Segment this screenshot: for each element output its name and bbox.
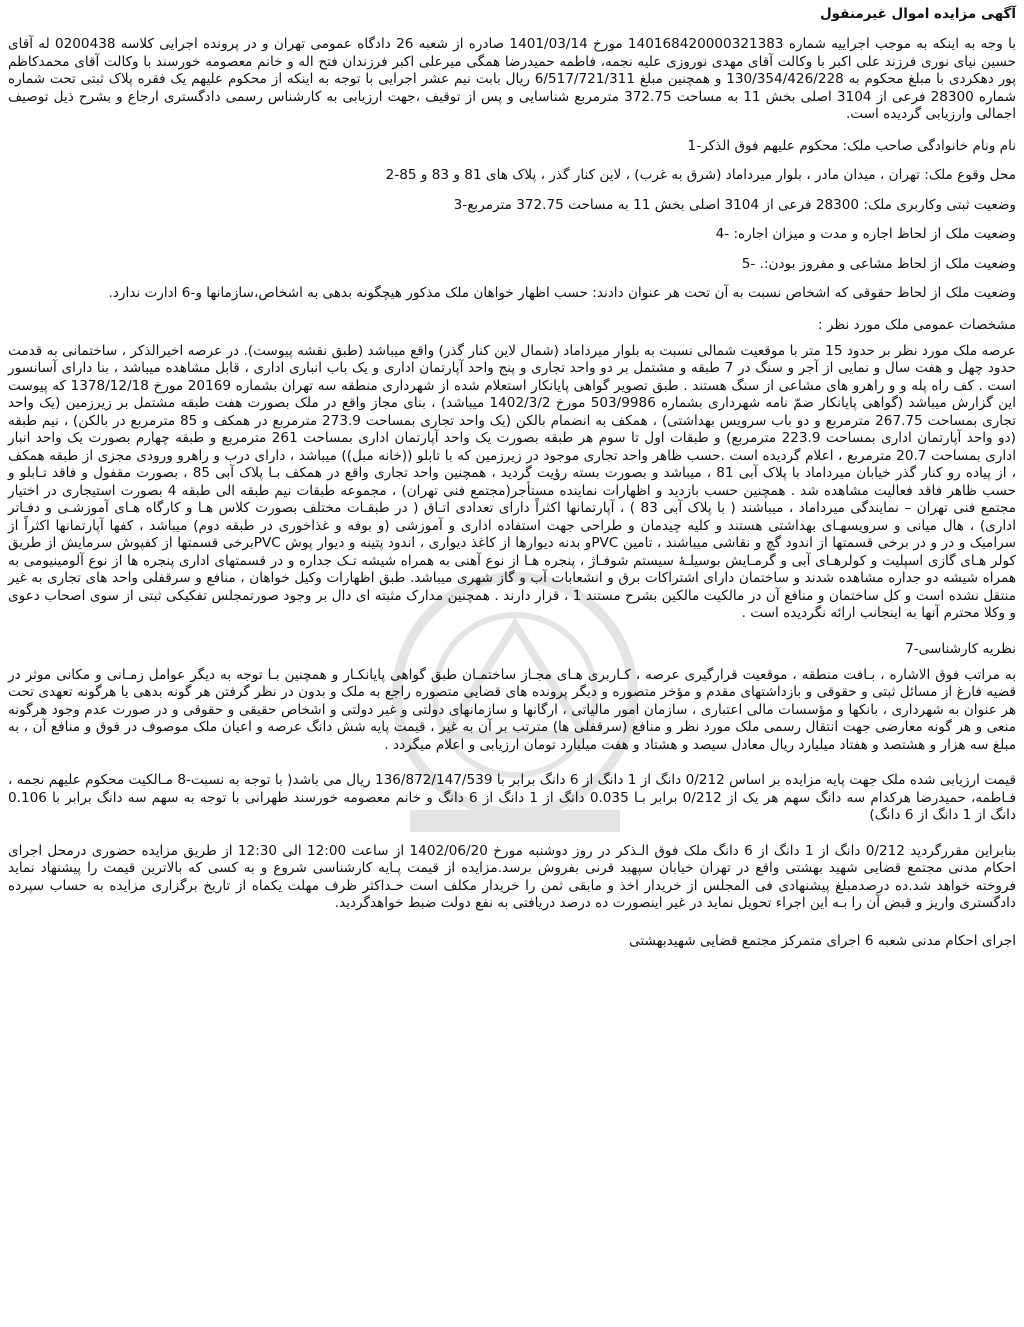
price-paragraph: قیمت ارزیابی شده ملک جهت پایه مزایده بر اساس 0/212 دانگ از 1 دانگ از 6 دانگ برابر با 136/872/147/539 ریال می باشد( با توجه به نسبت-8 مـالکیت محکوم علیهم نجمه ، فـاطمه، حمیدرضا هرکدام سه دانگ سهم هر یک از 0/212 برابر بـا 0.035 دانگ از 1 دانگ از 6 دانگ و خانم معصومه خورسند طهرانی با توجه به سهم سه دانگ برابر با 0.106 دانگ از 1 دانگ از 6 دانگ): [8, 772, 1017, 823]
item-location: محل وقوع ملک: تهران ، میدان مادر ، بلوار میرداماد (شرق به غرب) ، لاین کنار گذر ، پلاک های 81 و 83 و 85-2: [385, 167, 1016, 183]
notice-title: آگهی مزایده اموال غیرمنقول: [819, 6, 1016, 22]
item-registration-status: وضعیت ثبتی وکاربری ملک: 28300 فرعی از 3104 اصلی بخش 11 به مساحت 372.75 مترمربع-3: [453, 196, 1016, 213]
item-ownership-status: وضعیت ملک از لحاظ مشاعی و مفروز بودن:. -5: [741, 255, 1016, 272]
intro-paragraph: با وجه به اینکه به موجب اجراییه شماره 140168420000321383 مورخ 1401/03/14 صادره از شعبه 26 دادگاه عمومی تهران و در پرونده اجرایی کلاسه 0200438 له آقای حسین نیای نوری فرزند علی اکبر با وکالت آقای مهدی نوروزی علیه نجمه، فاطمه حمیدرضا همگی میرعلی اکبر فرزندان فتح اله و خانم معصومه خورسند با وکالت آقای محمدکاظم پور دهکردی با مبلغ محکوم به 130/354/426/228 و همچنین مبلغ 6/517/721/311 ریال بابت نیم عشر اجرایی با توجه به اینکه از محکوم علیهم یک فقره پلاک ثبتی تحت شماره شماره 28300 فرعی از 3104 اصلی بخش 11 به مساحت 372.75 مترمربع شناسایی و پس از توقیف ،جهت ارزیابی به کارشناس رسمی دادگستری ارجاع و بشرح ذیل توصیف اجمالی وارزیابی گردیده است.: [8, 36, 1017, 122]
expert-opinion-heading: نظریه کارشناسی-7: [905, 640, 1016, 657]
general-specs-paragraph: عرصه ملک مورد نظر بر حدود 15 متر با موقعیت شمالی نسبت به بلوار میرداماد (شمال لاین کنار گذر) واقع میباشد (طبق نقشه پیوست). در عرصه اخیرالذکر ، ساختمانی به قدمت حدود چهل و هفت سال و نمایی از آجر و سنگ در 7 طبقه و مشتمل بر دو واحد تجاری و پنج واحد آپارتمان اداری و یک باب انباری اداری ، قابل مشاهده میباشد ، بنا دارای آسانسور است . کف راه پله و و راهرو های مشاعی از سنگ هستند . طبق تصویر گواهی پایانکار استعلام شده از شهرداری منطقه سه تهران بشماره 20169 مورخ 1378/12/18 که پیوست این گزارش میباشد (گواهی پایانکار ضمّ نامه شهرداری بشماره 503/9986 مورخ 1402/3/2 میباشد) ، بنای مجاز واقع در ملک بصورت هفت طبقه مشتمل بر زیرزمین (یک واحد تجاری بمساحت 267.75 مترمربع و دو باب سرویس بهداشتی) ، همکف به انضمام بالکن (یک واحد تجاری بمساحت 273.9 مترمربع در همکف و 85 مترمربع در بالکن) ، نیم طبقه (دو واحد آپارتمان اداری بمساحت 223.9 مترمربع) و طبقات اول تا سوم هر طبقه بصورت یک واحد آپارتمان اداری بمساحت 261 مترمربع و طبقه چهارم بصورت یک واحد انبار اداری بمساحت 20.7 مترمربع ، اعلام گردیده است .حسب ظاهر واحد تجاری موجود در زیرزمین که با تابلو ((خانه مبل)) میباشد ، دارای درب و راهرو ورودی مجزی از طبقه همکف ، از پیاده رو کنار گذر خیابان میرداماد با پلاک آبی 81 ، میباشد و بصورت بسته رؤیت گردید ، همچنین واحد تجاری واقع در همکف بـا پلاک آبی 85 ، بصورت مقفول و فاقد تـابلو و حسب ظاهر فاقد فعالیت مشاهده شد . همچنین حسب بازدید و اظهارات نماینده مستأجر(مجتمع فنی تهران) ، مجموعه طبقات نیم طبقه الی طبقه 4 بصورت استیجاری در اختیار مجتمع فنی تهران – نمایندگی میرداماد ، میباشند ( با پلاک آبی 83 ) ، آپارتمانها اکثراً دارای تعدادی اتـاق ( در طبقـات مختلف بصورت کلاس هـا و کارگاه هـای آموزشـی و دفـاتر اداری) ، هال میانی و سرویسهـای بهداشتی هستند و کلیه چیدمان و طراحی جهت استفاده اداری و آموزشی (و بوفه و غذاخوری در طبقه دوم) میباشد ، کفها آپارتمانها اکثراً از سرامیک و در و در برخی قسمتها از اندود گچ و نقاشی میباشند ، تامین PVCو بدنه دیوارها از کاغذ دیواری ، اندود پتینه و دیوار پوش PVCبرخی قسمتها از کفپوش سرمایش از طریق کولر هـای گازی اسپلیت و کولرهـای آبی و گرمـایش بوسیلـۀ سیستم شوفـاژ ، پنجره هـا از نوع آهنی به همراه شیشه تـک جداره و در قسمتهای اداری پنجره ها از نوع آلومینیومی به همراه شیشه دو جداره مشاهده شدند و ساختمان دارای اشتراکات برق و انشعابات آب و گاز شهری میباشد. طبق اظهارات وکیل خواهان ، منافع و سرقفلی واحد های تجاری به غیر منتقل نشده است و کل ساختمان و منافع آن در مالکیت مالکین بشرح مستند 1 ، قرار دارند . همچنین مدارک مثبته ای دال بر وجود صورتمجلس تفکیکی ثبتی از سوی اصحاب دعوی و وکلا محترم آنها به اینجانب ارائه نگردیده است .: [8, 342, 1017, 621]
general-specs-heading: مشخصات عمومی ملک مورد نظر :: [817, 316, 1016, 333]
item-legal-status: وضعیت ملک از لحاظ حقوقی که اشخاص نسبت به آن تحت هر عنوان دادند: حسب اظهار خواهان ملک مذکور هیچگونه بدهی به اشخاص،سازمانها و-6 ادارت ندارد.: [108, 285, 1016, 301]
item-lease-status: وضعیت ملک از لحاظ اجاره و مدت و میزان اجاره: -4: [715, 226, 1016, 242]
auction-schedule-paragraph: بنابراین مقررگردید 0/212 دانگ از 1 دانگ از 6 دانگ ملک فوق الـذکر در روز دوشنبه مورخ 1402/06/20 از ساعت 12:00 الی 12:30 از طریق مزایده حضوری درمحل اجرای احکام مدنی مجتمع قضایی شهید بهشتی واقع در تهران خیابان سپهبد قرنی بفروش برسد.مزایده از قیمت پـایه کارشناسی شروع و به کسی که بالاترین قیمت را پیشنهاد نماید فروخته خواهد شد.ده درصدمبلغ پیشنهادی فی المجلس از خریدار اخذ و مابقی ثمن را خریدار مکلف است حـداکثر ظرف مهلت یکماه از تاریخ برگزاری مزایده به حساب سپرده دادگستری واریز و قبض آن را بـه این اجراء تحویل نماید در غیر اینصورت ده درصد دریافتی به نفع دولت ضبط خواهدگردید.: [8, 842, 1017, 911]
item-owner-name: نام ونام خانوادگی صاحب ملک: محکوم علیهم فوق الذکر-1: [687, 137, 1016, 154]
expert-opinion-paragraph: به مراتب فوق الاشاره ، بـافت منطقه ، موقعیت قرارگیری عرصه ، کـاربری هـای مجـاز ساختمـان طبق گواهی پایانکـار و همچنین بـا توجه به دیگر عوامل زمـانی و مکانی موثر در قضیه فارغ از مسائل ثبتی و حقوقی و بازداشتهای مقدم و مؤخر متصوره و دیگر پرونده های قضایی متصوره راجع به ملک و بدون در نظر گرفتن هر گونه بدهی یا هرگونه تعهدی تحت هر عنوان به شهرداری ، بانکها و مؤسسات مالی اعتباری ، سازمان امور مالیاتی ، ارگانها و سازمانهای دولتی و غیر دولتی و اشخاص حقیقی و حقوقی و در صورت عدم وجود هرگونه منعی و هر گونه معارضی جهت انتقال رسمی ملک مورد نظر و منافع (سرقفلی ها) مترتب بر آن به غیر ، قیمت پایه شش دانگ عرصه و اعیان ملک موصوف در فوق و منافع آن ، به مبلغ سه هزار و هشتصد و هفتاد میلیارد ریال معادل سیصد و هشتاد و هفت میلیارد تومان ارزیابی و اعلام میگردد .: [8, 666, 1016, 753]
issuing-office-signature: اجرای احکام مدنی شعبه 6 اجرای متمرکز مجتمع قضایی شهیدبهشتی: [629, 932, 1016, 949]
